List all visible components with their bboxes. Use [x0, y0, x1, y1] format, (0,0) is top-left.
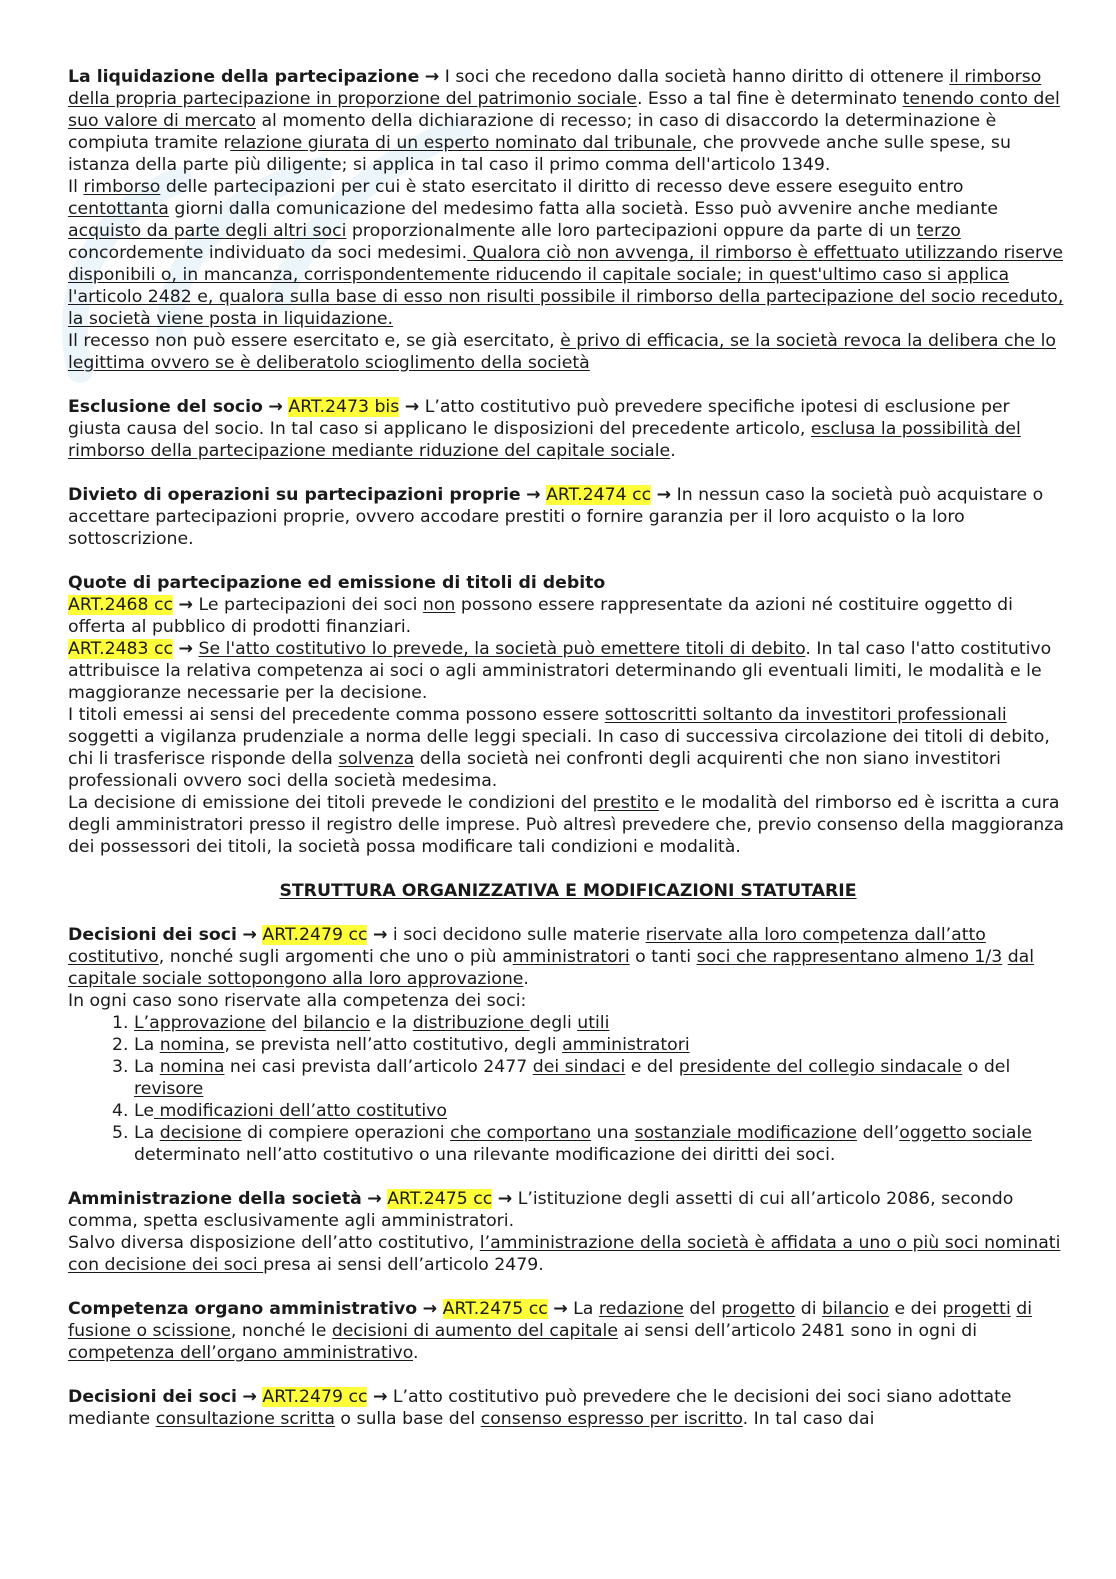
paragraph-art2468: ART.2468 cc → Le partecipazioni dei soci non possono essere rappresentate da azioni né costituire oggetto di offerta al pubblico di prodotti finanziari.	[68, 595, 1013, 637]
paragraph-competenza: Competenza organo amministrativo → ART.2475 cc → La redazione del progetto di bilancio e dei progetti di fusione o scissione, nonché le decisioni di aumento del capitale ai sensi dell’articolo 2481 sono in ogni di competenza dell’organo amministrativo.	[68, 1299, 1033, 1363]
arrow-icon: →	[367, 1189, 382, 1209]
arrow-icon: →	[656, 485, 672, 505]
arrow-icon: →	[242, 1387, 257, 1407]
paragraph-recesso: Il recesso non può essere esercitato e, se già esercitato, è privo di efficacia, se la società revoca la delibera che lo legittima ovvero se è deliberatolo scioglimento della società	[68, 331, 1056, 373]
list-item: 3. La nomina nei casi prevista dall’articolo 2477 dei sindaci e del presidente del collegio sindacale o del revisore	[134, 1056, 1068, 1100]
paragraph-emissione: La decisione di emissione dei titoli prevede le condizioni del prestito e le modalità del rimborso ed è iscritta a cura degli amministratori presso il registro delle imprese. Può altresì prevedere che, previo consenso della maggioranza dei possessori dei titoli, la società possa modificare tali condizioni e modalità.	[68, 793, 1064, 857]
paragraph-decisioni-soci: Decisioni dei soci → ART.2479 cc → i soci decidono sulle materie riservate alla loro competenza dall’atto costitutivo, nonché sugli argomenti che uno o più amministratori o tanti soci che rappresentano almeno 1/3 dal capitale sociale sottopongono alla loro approvazione.	[68, 925, 1035, 989]
heading-decisioni: Decisioni dei soci	[68, 925, 237, 945]
arrow-icon: →	[372, 1387, 388, 1407]
paragraph-salvo: Salvo diversa disposizione dell’atto costitutivo, l’amministrazione della società è affidata a uno o più soci nominati con decisione dei soci presa ai sensi dell’articolo 2479.	[68, 1233, 1061, 1275]
arrow-icon: →	[404, 397, 420, 417]
paragraph-art2483: ART.2483 cc → Se l'atto costitutivo lo prevede, la società può emettere titoli di debito. In tal caso l'atto costitutivo attribuisce la relativa competenza ai soci o agli amministratori determinando gli eventuali limiti, le modalità e le maggioranze necessarie per la decisione.	[68, 639, 1052, 703]
heading-liquidazione: La liquidazione della partecipazione	[68, 67, 420, 87]
heading-competenza: Competenza organo amministrativo	[68, 1299, 418, 1319]
list-item: 1. L’approvazione del bilancio e la distribuzione degli utili	[134, 1012, 1068, 1034]
article-tag: ART.2468 cc	[68, 595, 174, 615]
list-item: 4. Le modificazioni dell’atto costitutivo	[134, 1100, 1068, 1122]
arrow-icon: →	[372, 925, 388, 945]
paragraph-divieto: Divieto di operazioni su partecipazioni proprie → ART.2474 cc → In nessun caso la società può acquistare o accettare partecipazioni proprie, ovvero accodare prestiti o fornire garanzia per il loro acquisto o la loro sottoscrizione.	[68, 485, 1044, 549]
paragraph-esclusione: Esclusione del socio → ART.2473 bis → L’atto costitutivo può prevedere specifiche ipotesi di esclusione per giusta causa del socio. In tal caso si applicano le disposizioni del precedente articolo, esclusa la possibilità del rimborso della partecipazione mediante riduzione del capitale sociale.	[68, 397, 1021, 461]
heading-divieto: Divieto di operazioni su partecipazioni proprie	[68, 485, 521, 505]
paragraph-liquidazione: La liquidazione della partecipazione → I soci che recedono dalla società hanno diritto di ottenere il rimborso della propria partecipazione in proporzione del patrimonio sociale. Esso a tal fine è determinato tenendo conto del suo valore di mercato al momento della dichiarazione di recesso; in caso di disaccordo la determinazione è compiuta tramite relazione giurata di un esperto nominato dal tribunale, che provvede anche sulle spese, su istanza della parte più diligente; si applica in tal caso il primo comma dell'articolo 1349.	[68, 67, 1060, 175]
paragraph-amministrazione: Amministrazione della società → ART.2475 cc → L’istituzione degli assetti di cui all’articolo 2086, secondo comma, spetta esclusivamente agli amministratori.	[68, 1189, 1014, 1231]
list-riservate	[68, 1012, 1068, 1166]
paragraph-riservate: In ogni caso sono riservate alla competenza dei soci:	[68, 991, 527, 1011]
heading-quote: Quote di partecipazione ed emissione di titoli di debito	[68, 573, 606, 593]
list-item: 5. La decisione di compiere operazioni che comportano una sostanziale modificazione dell’oggetto sociale determinato nell’atto costitutivo o una rilevante modificazione dei diritti dei soci.	[134, 1122, 1068, 1166]
paragraph-titoli: I titoli emessi ai sensi del precedente comma possono essere sottoscritti soltanto da investitori professionali soggetti a vigilanza prudenziale a norma delle leggi speciali. In caso di successiva circolazione dei titoli di debito, chi li trasferisce risponde della solvenza della società nei confronti degli acquirenti che non siano investitori professionali ovvero soci della società medesima.	[68, 705, 1050, 791]
section-heading: STRUTTURA ORGANIZZATIVA E MODIFICAZIONI STATUTARIE	[279, 881, 857, 901]
arrow-icon: →	[422, 1299, 438, 1319]
article-tag: ART.2479 cc	[262, 1387, 368, 1407]
arrow-icon: →	[497, 1189, 513, 1209]
arrow-icon: →	[526, 485, 541, 505]
arrow-icon: →	[268, 397, 283, 417]
arrow-icon: →	[424, 67, 440, 87]
heading-decisioni-2: Decisioni dei soci	[68, 1387, 237, 1407]
heading-amministrazione: Amministrazione della società	[68, 1189, 362, 1209]
paragraph-decisioni-scritte: Decisioni dei soci → ART.2479 cc → L’atto costitutivo può prevedere che le decisioni dei soci siano adottate mediante consultazione scritta o sulla base del consenso espresso per iscritto. In tal caso dai	[68, 1387, 1012, 1429]
document-body	[68, 66, 1068, 1430]
paragraph-rimborso: Il rimborso delle partecipazioni per cui è stato esercitato il diritto di recesso deve essere eseguito entro centottanta giorni dalla comunicazione del medesimo fatta alla società. Esso può avvenire anche mediante acquisto da parte degli altri soci proporzionalmente alle loro partecipazioni oppure da parte di un terzo concordemente individuato da soci medesimi. Qualora ciò non avvenga, il rimborso è effettuato utilizzando riserve disponibili o, in mancanza, corrispondentemente riducendo il capitale sociale; in quest'ultimo caso si applica l'articolo 2482 e, qualora sulla base di esso non risulti possibile il rimborso della partecipazione del socio receduto, la società viene posta in liquidazione.	[68, 177, 1064, 329]
arrow-icon: →	[178, 595, 194, 615]
article-tag: ART.2475 cc	[387, 1189, 493, 1209]
article-tag: ART.2479 cc	[262, 925, 368, 945]
article-tag: ART.2475 cc	[442, 1299, 548, 1319]
heading-esclusione: Esclusione del socio	[68, 397, 263, 417]
article-tag: ART.2483 cc	[68, 639, 174, 659]
article-tag: ART.2474 cc	[546, 485, 652, 505]
arrow-icon: →	[553, 1299, 568, 1319]
list-item: 2. La nomina, se prevista nell’atto costitutivo, degli amministratori	[134, 1034, 1068, 1056]
article-tag: ART.2473 bis	[288, 397, 400, 417]
paragraph-quote-title	[68, 572, 1068, 594]
arrow-icon: →	[242, 925, 257, 945]
arrow-icon: →	[178, 639, 194, 659]
